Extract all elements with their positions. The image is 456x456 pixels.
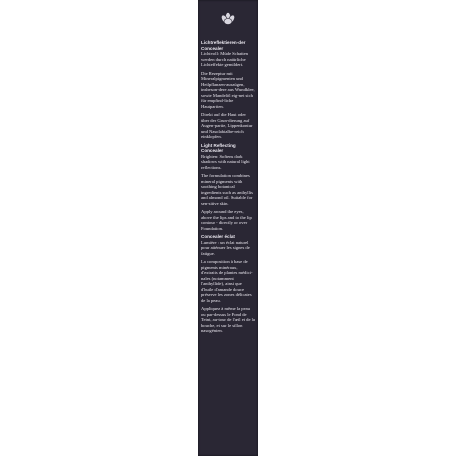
- german-title: Lichtreflektieren-der Concealer: [201, 40, 246, 51]
- product-label-strip: [198, 0, 258, 456]
- german-paragraph-2: Die Rezeptur mit Mineralpigmenten und Heilpflanzen-auszügen, insbeson-dere aus Wundklee, sowie Mandelöl eig-net sich für empfind-liche Hautpartien.: [201, 70, 255, 109]
- german-paragraph-3: Direkt auf die Haut oder über der Grun-dierung auf Augen-partie, Lippenkontur und Nasolabialbe-reich einklopfen.: [201, 112, 253, 139]
- french-title: Concealer éclat: [201, 234, 235, 239]
- english-paragraph-1: Brighten: Softens dark shadows with natural light reflections.: [201, 153, 250, 170]
- english-paragraph-2: The formulation combines mineral pigments with soothing botanical ingredients such as anthyllis and almond oil. Suitable for sen-sitive skin.: [201, 173, 253, 206]
- flower-logo-icon: [220, 12, 236, 26]
- label-text: [201, 40, 255, 334]
- french-paragraph-1: Lumière : un éclat naturel pour atténuer les signes de fatigue.: [201, 239, 250, 256]
- french-paragraph-3: Appliquez à même la peau ou par-dessus le Fond de Teint, au-tour de l'œil et de la bouche, et sur le sillon nasogénien.: [201, 306, 255, 333]
- french-paragraph-2: La composition à base de pigments minéraux, d'extraits de plantes médici-nales (notamment l'anthyllide), ainsi que d'huile d'amande douce préserve les zones délicates de la peau.: [201, 259, 253, 303]
- english-title: Light Reflecting Concealer: [201, 142, 236, 153]
- german-paragraph-1: Lichtvoll: Müde Schatten werden durch natürliche Lichteffekte gemildert.: [201, 51, 248, 67]
- english-paragraph-3: Apply around the eyes, above the lips and to the lip contour - directly or over Foundation.: [201, 209, 252, 231]
